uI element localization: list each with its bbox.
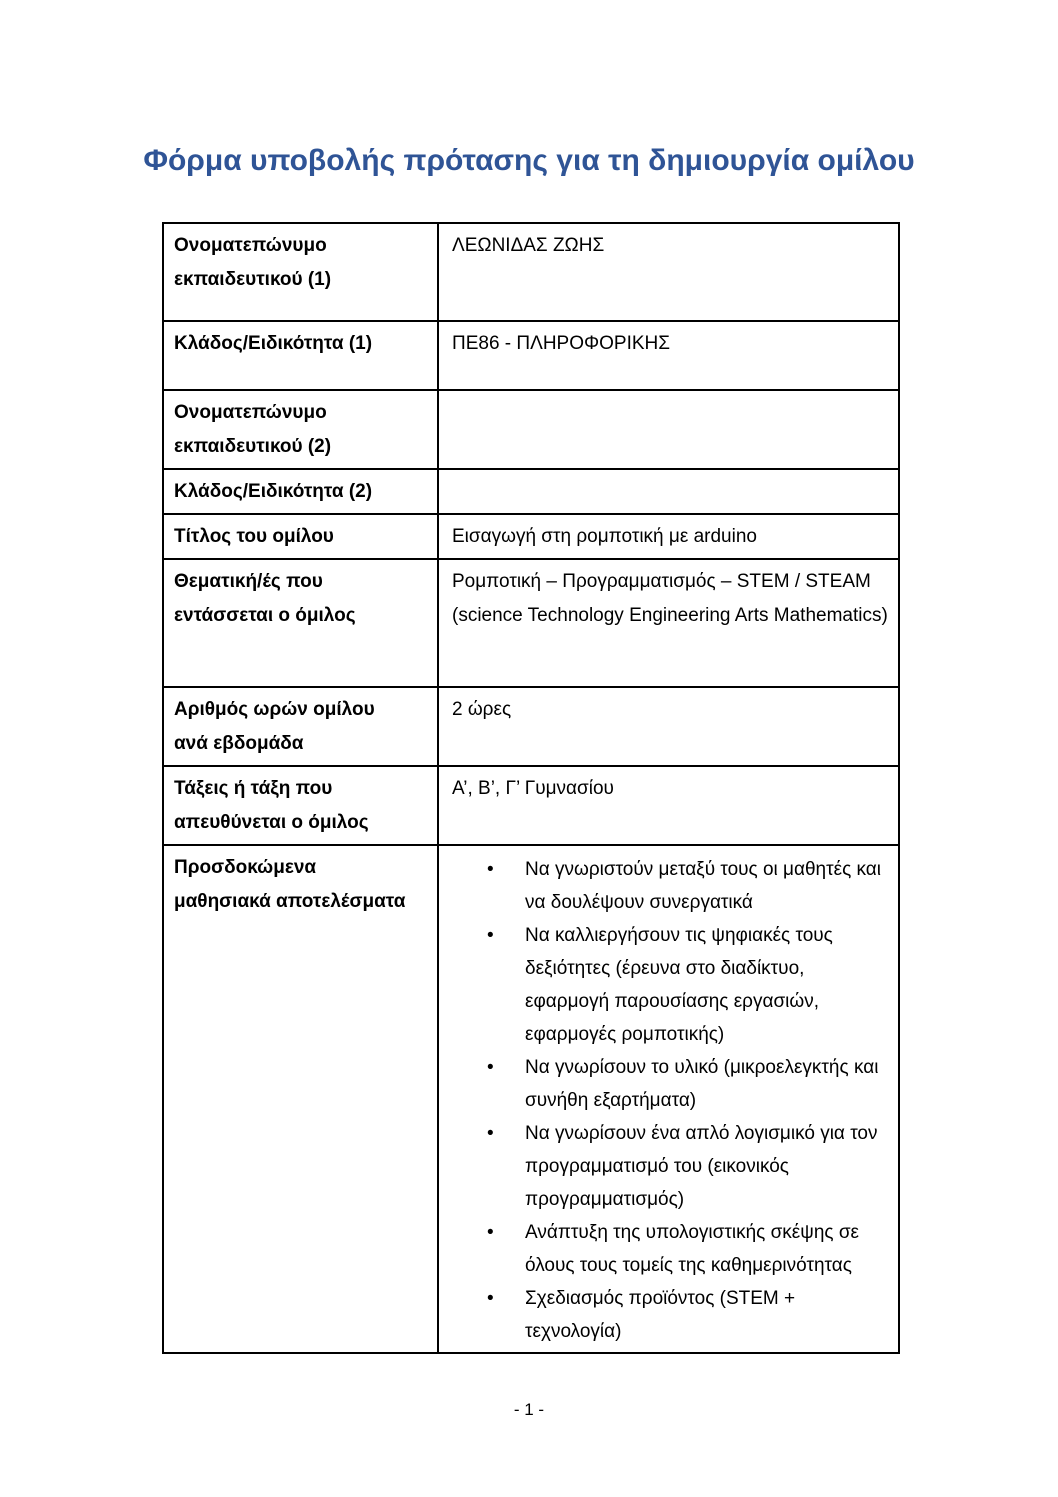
row-value-teacher-name-2 [438,390,899,469]
table-row [163,687,899,766]
table-row [163,223,899,321]
table-row [163,845,899,1353]
row-value-specialty-2 [438,469,899,514]
row-value-club-title: Εισαγωγή στη ρομποτική με arduino [438,514,899,559]
list-item: • Να γνωρίσουν το υλικό (μικροελεγκτής και συνήθη εξαρτήματα) [525,1051,888,1117]
table-row [163,514,899,559]
row-label-target-classes: Τάξεις ή τάξη που απευθύνεται ο όμιλος [163,766,438,845]
list-item: • Να καλλιεργήσουν τις ψηφιακές τους δεξιότητες (έρευνα στο διαδίκτυο, εφαρμογή παρουσίασης εργασιών, εφαρμογές ρομποτικής) [525,919,888,1051]
row-value-target-classes: Α’, Β’, Γ’ Γυμνασίου [438,766,899,845]
document-title: Φόρμα υποβολής πρότασης για τη δημιουργία ομίλου [143,144,915,177]
proposal-form-table [162,222,900,1354]
row-label-teacher-name-2: Ονοματεπώνυμο εκπαιδευτικού (2) [163,390,438,469]
list-item: • Σχεδιασμός προϊόντος (STEM + τεχνολογία) [525,1282,888,1348]
row-label-specialty-2: Κλάδος/Ειδικότητα (2) [163,469,438,514]
row-value-hours-per-week: 2 ώρες [438,687,899,766]
page-number: - 1 - [513,1400,545,1419]
row-value-teacher-name-1: ΛΕΩΝΙΔΑΣ ΖΩΗΣ [438,223,899,321]
row-value-specialty-1: ΠΕ86 - ΠΛΗΡΟΦΟΡΙΚΗΣ [438,321,899,390]
learning-outcomes-list [452,853,888,1348]
row-label-thematic: Θεματική/ές που εντάσσεται ο όμιλος [163,559,438,687]
row-label-specialty-1: Κλάδος/Ειδικότητα (1) [163,321,438,390]
list-item: • Να γνωρίσουν ένα απλό λογισμικό για τον προγραμματισμό του (εικονικός προγραμματισμός) [525,1117,888,1216]
table-row [163,766,899,845]
row-value-learning-outcomes [438,845,899,1353]
row-label-club-title: Τίτλος του ομίλου [163,514,438,559]
table-row [163,469,899,514]
table-row [163,321,899,390]
row-label-teacher-name-1: Ονοματεπώνυμο εκπαιδευτικού (1) [163,223,438,321]
table-row [163,559,899,687]
table-row [163,390,899,469]
list-item: • Ανάπτυξη της υπολογιστικής σκέψης σε όλους τους τομείς της καθημερινότητας [525,1216,888,1282]
list-item: • Να γνωριστούν μεταξύ τους οι μαθητές και να δουλέψουν συνεργατικά [525,853,888,919]
row-value-thematic: Ρομποτική – Προγραμματισμός – STEM / STEAM (science Technology Engineering Arts Mathematics) [438,559,899,687]
row-label-hours-per-week: Αριθμός ωρών ομίλου ανά εβδομάδα [163,687,438,766]
row-label-learning-outcomes: Προσδοκώμενα μαθησιακά αποτελέσματα [163,845,438,1353]
